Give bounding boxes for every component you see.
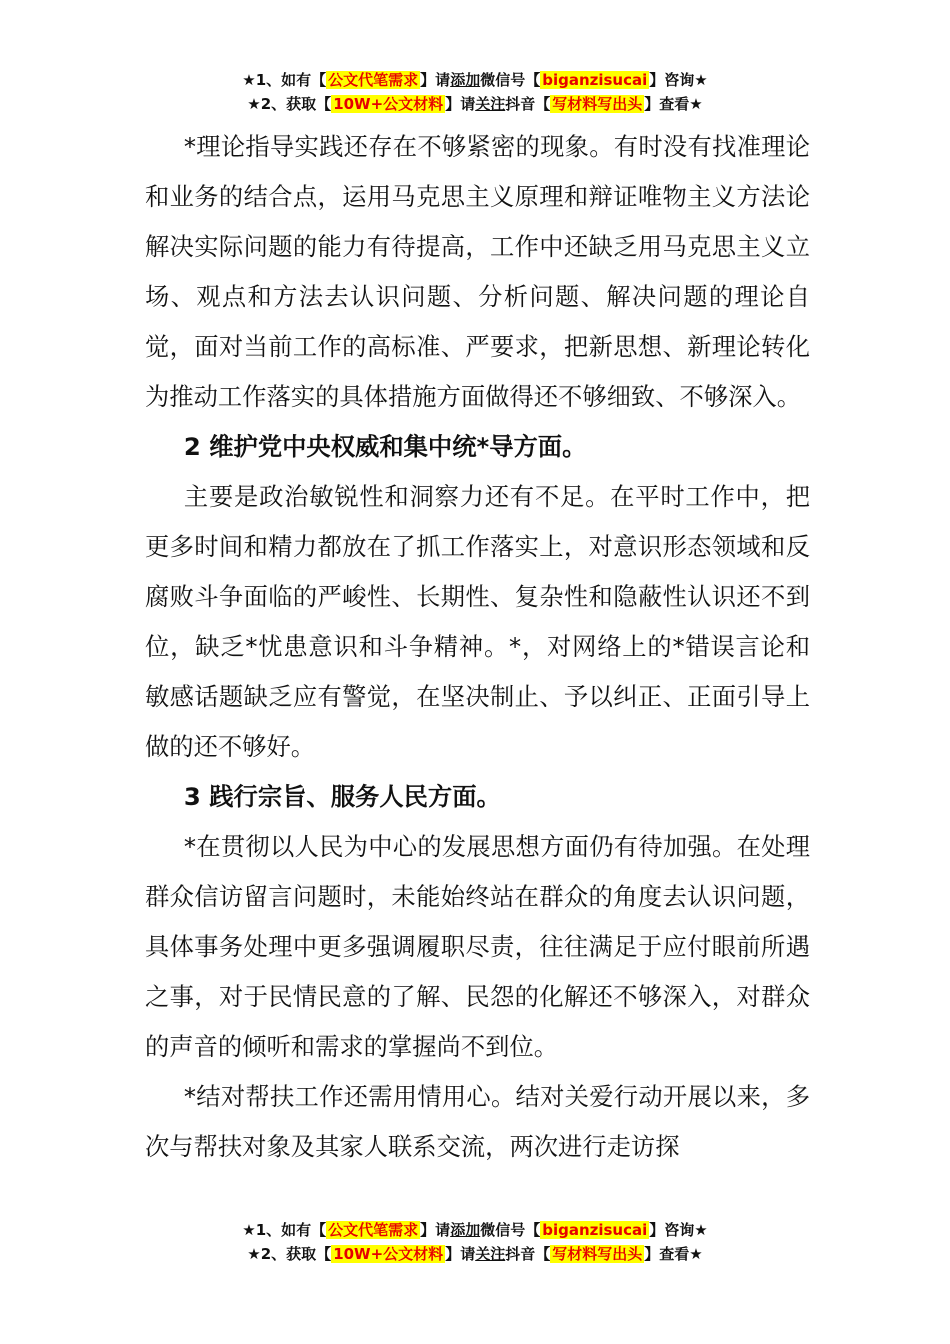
promo-banner-bottom xyxy=(0,1218,950,1266)
promo-line-2: ★2、获取【 10W+公文材料 】请关注抖音【 写材料写出头 】查看★ xyxy=(247,95,703,113)
document-body xyxy=(145,122,810,1172)
promo-banner-top xyxy=(0,68,950,116)
paragraph-people-centered: *在贯彻以人民为中心的发展思想方面仍有待加强。在处理群众信访留言问题时，未能始终站在群众的角度去认识问题，具体事务处理中更多强调履职尽责，往往满足于应付眼前所遇之事，对于民情民意的了解、民怨的化解还不够深入，对群众的声音的倾听和需求的掌握尚不到位。 xyxy=(145,832,810,1061)
section-heading-3: 3 践行宗旨、服务人民方面。 xyxy=(183,782,501,811)
paragraph-theory: *理论指导实践还存在不够紧密的现象。有时没有找准理论和业务的结合点，运用马克思主义原理和辩证唯物主义方法论解决实际问题的能力有待提高，工作中还缺乏用马克思主义立场、观点和方法去认识问题、分析问题、解决问题的理论自觉，面对当前工作的高标准、严要求，把新思想、新理论转化为推动工作落实的具体措施方面做得还不够细致、不够深入。 xyxy=(145,132,810,411)
section-heading-2: 2 维护党中央权威和集中统*导方面。 xyxy=(183,432,587,461)
paragraph-assistance: *结对帮扶工作还需用情用心。结对关爱行动开展以来，多次与帮扶对象及其家人联系交流，两次进行走访探 xyxy=(145,1082,810,1161)
promo-line-2: ★2、获取【 10W+公文材料 】请关注抖音【 写材料写出头 】查看★ xyxy=(247,1245,703,1263)
promo-line-1: ★1、如有【 公文代笔需求 】请添加微信号【 biganzisucai 】咨询★ xyxy=(242,1221,708,1239)
paragraph-political: 主要是政治敏锐性和洞察力还有不足。在平时工作中，把更多时间和精力都放在了抓工作落实上，对意识形态领域和反腐败斗争面临的严峻性、长期性、复杂性和隐蔽性认识还不到位，缺乏*忧患意识和斗争精神。*，对网络上的*错误言论和敏感话题缺乏应有警觉，在坚决制止、予以纠正、正面引导上做的还不够好。 xyxy=(145,482,810,761)
promo-line-1: ★1、如有【 公文代笔需求 】请添加微信号【 biganzisucai 】咨询★ xyxy=(242,71,708,89)
